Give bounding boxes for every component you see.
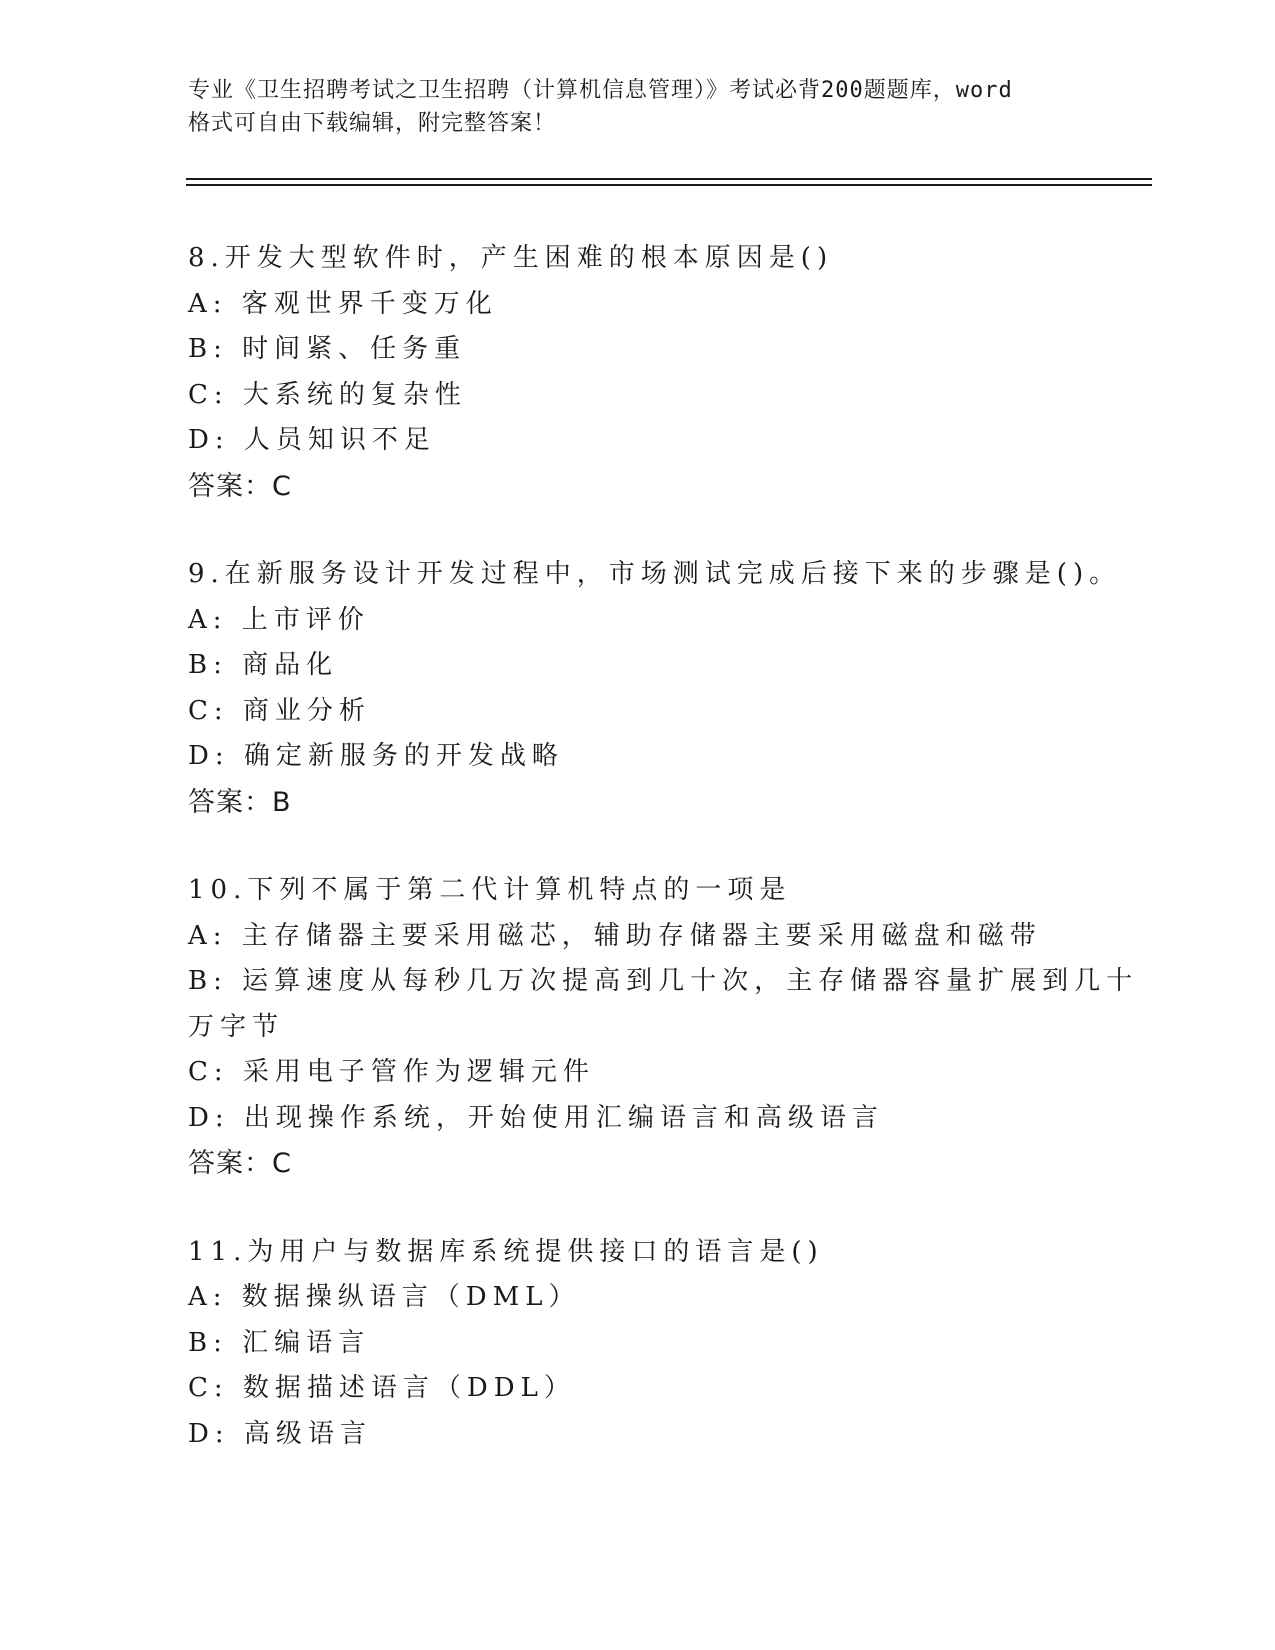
- option-b: B: 时间紧、任务重: [188, 334, 467, 364]
- answer-line: 答案：C: [188, 1148, 292, 1179]
- option-b: B: 汇编语言: [188, 1327, 371, 1358]
- option-d: D: 人员知识不足: [188, 425, 436, 455]
- option-a: A: 上市评价: [188, 604, 370, 635]
- option-c: C: 大系统的复杂性: [188, 379, 467, 410]
- header-line-1: 专业《卫生招聘考试之卫生招聘（计算机信息管理）》考试必背200题题库，word: [188, 78, 1013, 103]
- question-stem: 10.下列不属于第二代计算机特点的一项是: [188, 875, 792, 905]
- option-d: D: 出现操作系统，开始使用汇编语言和高级语言: [188, 1102, 884, 1133]
- header-divider-bottom: [186, 184, 1152, 186]
- option-c: C: 数据描述语言（DDL）: [188, 1373, 576, 1403]
- question-stem: 8.开发大型软件时，产生困难的根本原因是(): [188, 243, 834, 273]
- question-9: [188, 552, 1148, 825]
- question-8: [188, 236, 1148, 509]
- option-c: C: 商业分析: [188, 695, 371, 726]
- option-a: A: 主存储器主要采用磁芯，辅助存储器主要采用磁盘和磁带: [188, 920, 1042, 951]
- option-c: C: 采用电子管作为逻辑元件: [188, 1057, 595, 1087]
- document-header: [188, 74, 1088, 140]
- question-stem: 9.在新服务设计开发过程中，市场测试完成后接下来的步骤是()。: [188, 559, 1122, 589]
- option-a: A: 数据操纵语言（DML）: [188, 1282, 581, 1312]
- header-divider-top: [186, 178, 1152, 180]
- header-line-2: 格式可自由下载编辑，附完整答案！: [188, 111, 557, 136]
- question-stem: 11.为用户与数据库系统提供接口的语言是(): [188, 1236, 824, 1267]
- option-a: A: 客观世界千变万化: [188, 288, 498, 319]
- answer-line: 答案：B: [188, 786, 292, 818]
- question-11: [188, 1230, 1148, 1458]
- question-10: [188, 868, 1148, 1187]
- question-list: [188, 236, 1148, 1500]
- option-b: B: 商品化: [188, 650, 339, 680]
- answer-line: 答案：C: [188, 470, 292, 502]
- option-d: D: 高级语言: [188, 1418, 372, 1449]
- option-b: B: 运算速度从每秒几万次提高到几十次，主存储器容量扩展到几十万字节: [188, 966, 1139, 1042]
- option-d: D: 确定新服务的开发战略: [188, 741, 564, 771]
